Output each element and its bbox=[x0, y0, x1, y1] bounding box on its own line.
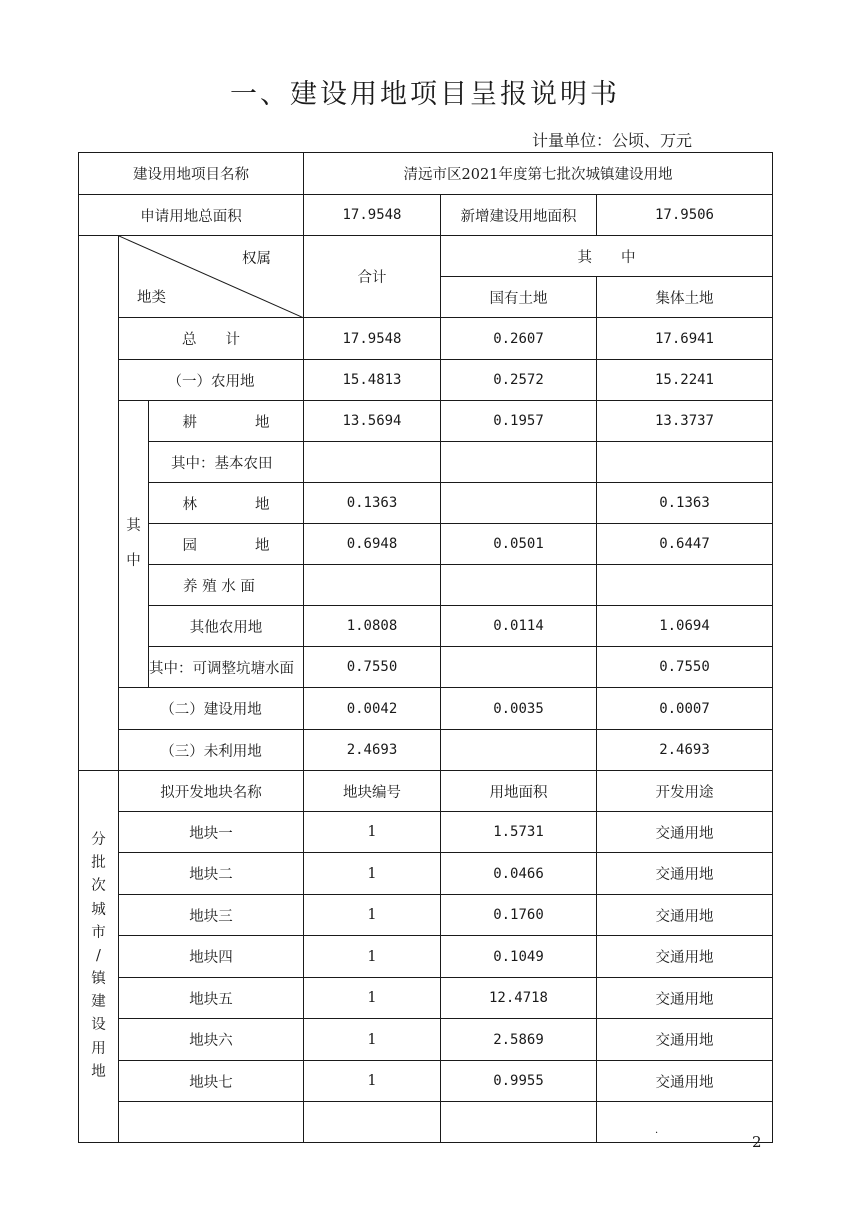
row-collective-pond: 0.7550 bbox=[596, 646, 773, 688]
plot-area-cell: 12.4718 bbox=[440, 977, 597, 1019]
row-collective-other_agri: 1.0694 bbox=[596, 605, 773, 647]
plot-area-cell: 0.9955 bbox=[440, 1060, 597, 1102]
plot-code-cell: 1 bbox=[303, 1060, 441, 1102]
row-total-aqua bbox=[303, 564, 441, 606]
sub-side-label bbox=[118, 400, 149, 688]
row-total-total: 17.9548 bbox=[303, 317, 441, 360]
row-state-pond bbox=[440, 646, 597, 688]
row-collective-aqua bbox=[596, 564, 773, 606]
diagonal-bottom-label: 地类 bbox=[137, 290, 166, 306]
row-label-aqua: 养 殖 水 面 bbox=[148, 564, 304, 606]
row-state-total: 0.2607 bbox=[440, 317, 597, 360]
plot-empty-cell bbox=[118, 1101, 304, 1143]
plots-side-char: 设 bbox=[91, 1017, 106, 1034]
plots-side-char: 建 bbox=[91, 994, 106, 1011]
plot-code-cell: 1 bbox=[303, 811, 441, 853]
plot-header-name: 拟开发地块名称 bbox=[118, 770, 304, 812]
row-total-pond: 0.7550 bbox=[303, 646, 441, 688]
diagonal-top-label: 权属 bbox=[242, 251, 271, 267]
col-header-state: 国有土地 bbox=[440, 276, 597, 318]
plot-empty-cell bbox=[596, 1101, 773, 1143]
row-collective-garden: 0.6447 bbox=[596, 523, 773, 565]
row-total-garden: 0.6948 bbox=[303, 523, 441, 565]
plots-side-char: / bbox=[96, 947, 101, 964]
row-state-construction: 0.0035 bbox=[440, 687, 597, 730]
plots-side-char: 分 bbox=[91, 831, 106, 848]
stray-mark: · bbox=[655, 1128, 659, 1139]
plot-use-cell: 交通用地 bbox=[596, 894, 773, 936]
plot-code-cell: 1 bbox=[303, 894, 441, 936]
row-state-aqua bbox=[440, 564, 597, 606]
row-label-pond: 其中：可调整坑塘水面 bbox=[148, 646, 304, 688]
row-label-basic_farm: 其中：基本农田 bbox=[148, 441, 304, 483]
plot-header-area: 用地面积 bbox=[440, 770, 597, 812]
col-header-group: 其 中 bbox=[440, 235, 773, 277]
plot-name-cell: 地块一 bbox=[118, 811, 304, 853]
row-state-unused bbox=[440, 729, 597, 771]
row-total-arable: 13.5694 bbox=[303, 400, 441, 442]
row-total-forest: 0.1363 bbox=[303, 482, 441, 524]
row-collective-agri: 15.2241 bbox=[596, 359, 773, 401]
plots-side-char: 城 bbox=[91, 901, 106, 918]
plot-header-code: 地块编号 bbox=[303, 770, 441, 812]
sub-side-char: 其 bbox=[126, 517, 141, 534]
plot-area-cell: 2.5869 bbox=[440, 1018, 597, 1061]
plots-side-label bbox=[78, 770, 119, 1143]
total-area-value: 17.9548 bbox=[303, 194, 441, 236]
row-label-agri: （一）农用地 bbox=[118, 359, 304, 401]
row-collective-forest: 0.1363 bbox=[596, 482, 773, 524]
row-label-total: 总 计 bbox=[118, 317, 304, 360]
plot-name-cell: 地块四 bbox=[118, 935, 304, 978]
row-total-construction: 0.0042 bbox=[303, 687, 441, 730]
row-collective-total: 17.6941 bbox=[596, 317, 773, 360]
plot-area-cell: 0.0466 bbox=[440, 852, 597, 895]
row-collective-construction: 0.0007 bbox=[596, 687, 773, 730]
plots-side-char: 批 bbox=[91, 855, 106, 872]
plot-use-cell: 交通用地 bbox=[596, 1060, 773, 1102]
diagonal-header-cell bbox=[118, 235, 304, 318]
row-collective-arable: 13.3737 bbox=[596, 400, 773, 442]
row-label-other_agri: 其他农用地 bbox=[148, 605, 304, 647]
plot-name-cell: 地块七 bbox=[118, 1060, 304, 1102]
row-state-agri: 0.2572 bbox=[440, 359, 597, 401]
plot-use-cell: 交通用地 bbox=[596, 977, 773, 1019]
plots-side-char: 地 bbox=[91, 1063, 106, 1080]
plot-use-cell: 交通用地 bbox=[596, 935, 773, 978]
plot-empty-cell bbox=[303, 1101, 441, 1143]
row-label-unused: （三）未利用地 bbox=[118, 729, 304, 771]
unit-note: 计量单位：公顷、万元 bbox=[531, 131, 692, 150]
row-label-forest: 林 地 bbox=[148, 482, 304, 524]
row-label-construction: （二）建设用地 bbox=[118, 687, 304, 730]
plots-side-char: 次 bbox=[91, 878, 106, 895]
total-area-label: 申请用地总面积 bbox=[78, 194, 304, 236]
new-construction-value: 17.9506 bbox=[596, 194, 773, 236]
plot-name-cell: 地块二 bbox=[118, 852, 304, 895]
class-section-side bbox=[78, 235, 119, 771]
new-construction-label: 新增建设用地面积 bbox=[440, 194, 597, 236]
row-state-forest bbox=[440, 482, 597, 524]
plot-empty-cell bbox=[440, 1101, 597, 1143]
row-collective-unused: 2.4693 bbox=[596, 729, 773, 771]
plot-name-cell: 地块三 bbox=[118, 894, 304, 936]
row-label-arable: 耕 地 bbox=[148, 400, 304, 442]
plots-side-char: 用 bbox=[91, 1040, 106, 1057]
plot-use-cell: 交通用地 bbox=[596, 1018, 773, 1061]
plot-code-cell: 1 bbox=[303, 935, 441, 978]
col-header-total: 合计 bbox=[303, 235, 441, 318]
plot-code-cell: 1 bbox=[303, 1018, 441, 1061]
row-total-other_agri: 1.0808 bbox=[303, 605, 441, 647]
row-state-other_agri: 0.0114 bbox=[440, 605, 597, 647]
row-state-basic_farm bbox=[440, 441, 597, 483]
row-total-basic_farm bbox=[303, 441, 441, 483]
plot-area-cell: 0.1049 bbox=[440, 935, 597, 978]
plots-side-char: 市 bbox=[91, 924, 106, 941]
plot-area-cell: 1.5731 bbox=[440, 811, 597, 853]
row-total-unused: 2.4693 bbox=[303, 729, 441, 771]
plot-code-cell: 1 bbox=[303, 852, 441, 895]
plot-area-cell: 0.1760 bbox=[440, 894, 597, 936]
row-state-garden: 0.0501 bbox=[440, 523, 597, 565]
plot-name-cell: 地块五 bbox=[118, 977, 304, 1019]
row-label-garden: 园 地 bbox=[148, 523, 304, 565]
sub-side-char: 中 bbox=[126, 553, 141, 569]
plot-code-cell: 1 bbox=[303, 977, 441, 1019]
row-state-arable: 0.1957 bbox=[440, 400, 597, 442]
col-header-collective: 集体土地 bbox=[596, 276, 773, 318]
project-name-value: 清远市区2021年度第七批次城镇建设用地 bbox=[303, 152, 773, 195]
plot-name-cell: 地块六 bbox=[118, 1018, 304, 1061]
plot-header-use: 开发用途 bbox=[596, 770, 773, 812]
page-number: 2 bbox=[752, 1133, 762, 1151]
plot-use-cell: 交通用地 bbox=[596, 852, 773, 895]
row-collective-basic_farm bbox=[596, 441, 773, 483]
project-name-label: 建设用地项目名称 bbox=[78, 152, 304, 195]
document-title: 一、建设用地项目呈报说明书 bbox=[230, 79, 620, 110]
row-total-agri: 15.4813 bbox=[303, 359, 441, 401]
plots-side-char: 镇 bbox=[91, 971, 106, 988]
plot-use-cell: 交通用地 bbox=[596, 811, 773, 853]
